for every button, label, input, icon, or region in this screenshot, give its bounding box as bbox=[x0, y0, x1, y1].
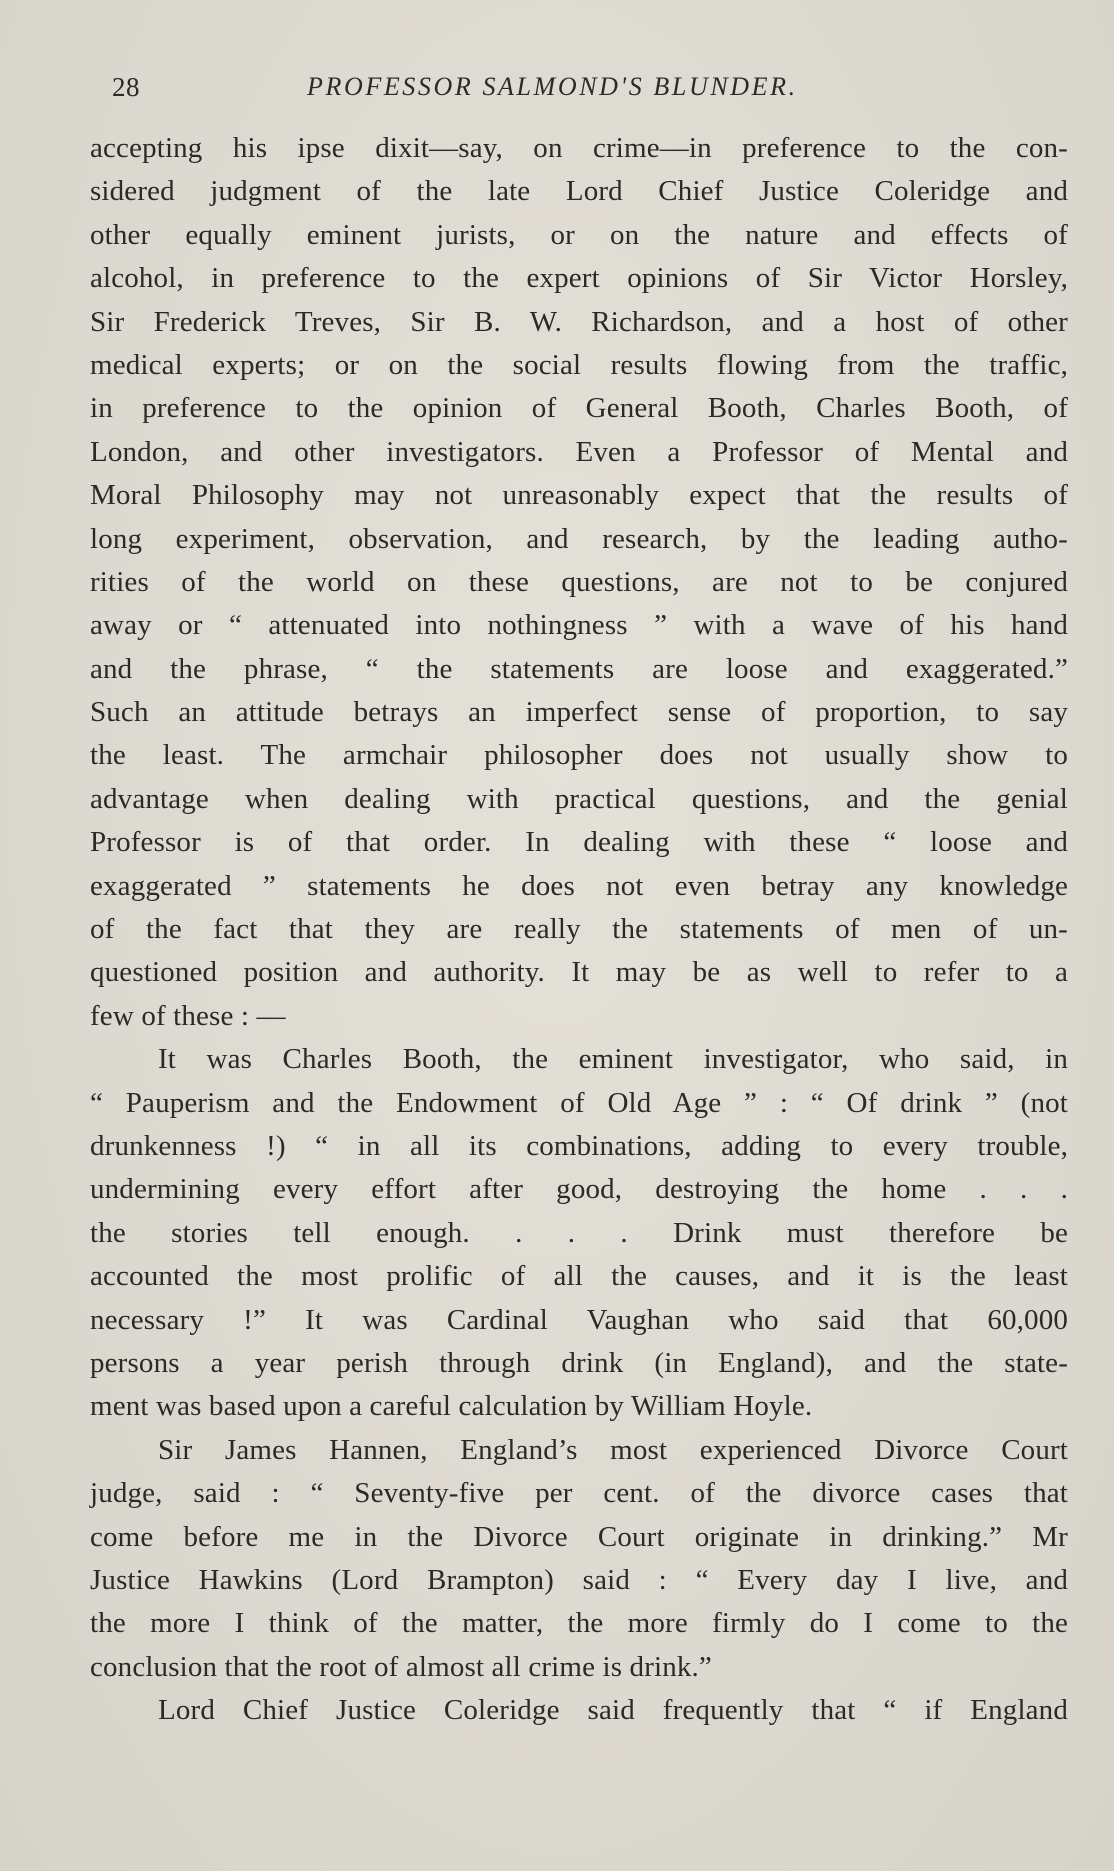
text-line: It was Charles Booth, the eminent investigator, who said, in bbox=[158, 1043, 1068, 1076]
running-title: PROFESSOR SALMOND'S BLUNDER. bbox=[307, 72, 798, 101]
text-line: other equally eminent jurists, or on the nature and effects of bbox=[90, 218, 1068, 251]
text-line: necessary !” It was Cardinal Vaughan who said that 60,000 bbox=[90, 1303, 1068, 1336]
text-line: rities of the world on these questions, are not to be conjured bbox=[90, 565, 1068, 598]
text-line: undermining every effort after good, destroying the home . . . bbox=[90, 1173, 1068, 1206]
text-line: in preference to the opinion of General Booth, Charles Booth, of bbox=[90, 392, 1068, 425]
text-line: of the fact that they are really the statements of men of un- bbox=[90, 913, 1068, 946]
text-line: alcohol, in preference to the expert opinions of Sir Victor Horsley, bbox=[90, 262, 1068, 295]
text-line: conclusion that the root of almost all crime is drink.” bbox=[90, 1650, 712, 1683]
text-line: advantage when dealing with practical questions, and the genial bbox=[90, 782, 1068, 815]
text-line: ment was based upon a careful calculation by William Hoyle. bbox=[90, 1390, 813, 1423]
body-text bbox=[90, 127, 1068, 1732]
text-line: accounted the most prolific of all the causes, and it is the least bbox=[90, 1260, 1068, 1293]
text-line: Sir Frederick Treves, Sir B. W. Richardson, and a host of other bbox=[90, 305, 1068, 338]
text-line: come before me in the Divorce Court originate in drinking.” Mr bbox=[90, 1520, 1068, 1553]
text-line: “ Pauperism and the Endowment of Old Age ” : “ Of drink ” (not bbox=[90, 1086, 1068, 1119]
text-line: sidered judgment of the late Lord Chief Justice Coleridge and bbox=[90, 175, 1068, 208]
text-line: Moral Philosophy may not unreasonably expect that the results of bbox=[90, 479, 1068, 512]
text-line: persons a year perish through drink (in England), and the state- bbox=[90, 1346, 1068, 1379]
text-line: medical experts; or on the social results flowing from the traffic, bbox=[90, 348, 1068, 381]
text-line: drunkenness !) “ in all its combinations, adding to every trouble, bbox=[90, 1129, 1068, 1162]
text-line: questioned position and authority. It may be as well to refer to a bbox=[90, 956, 1068, 989]
text-line: the stories tell enough. . . . Drink must therefore be bbox=[90, 1216, 1068, 1249]
text-line: Sir James Hannen, England’s most experienced Divorce Court bbox=[158, 1433, 1068, 1466]
text-line: exaggerated ” statements he does not even betray any knowledge bbox=[90, 869, 1068, 902]
text-line: the more I think of the matter, the more firmly do I come to the bbox=[90, 1607, 1068, 1640]
text-line: away or “ attenuated into nothingness ” with a wave of his hand bbox=[90, 609, 1068, 642]
page-number: 28 bbox=[112, 72, 140, 102]
text-line: Professor is of that order. In dealing with these “ loose and bbox=[90, 826, 1068, 859]
text-line: few of these : — bbox=[90, 999, 286, 1032]
text-line: Lord Chief Justice Coleridge said frequently that “ if England bbox=[158, 1694, 1068, 1727]
text-line: accepting his ipse dixit—say, on crime—in preference to the con- bbox=[90, 132, 1068, 164]
text-line: and the phrase, “ the statements are loose and exaggerated.” bbox=[90, 652, 1068, 685]
text-line: long experiment, observation, and research, by the leading autho- bbox=[90, 522, 1068, 555]
text-line: London, and other investigators. Even a Professor of Mental and bbox=[90, 435, 1068, 468]
text-line: Justice Hawkins (Lord Brampton) said : “ Every day I live, and bbox=[90, 1563, 1068, 1596]
page-header bbox=[112, 72, 972, 112]
text-line: the least. The armchair philosopher does not usually show to bbox=[90, 739, 1068, 772]
text-line: judge, said : “ Seventy-five per cent. of the divorce cases that bbox=[90, 1477, 1068, 1510]
text-line: Such an attitude betrays an imperfect sense of proportion, to say bbox=[90, 696, 1068, 729]
